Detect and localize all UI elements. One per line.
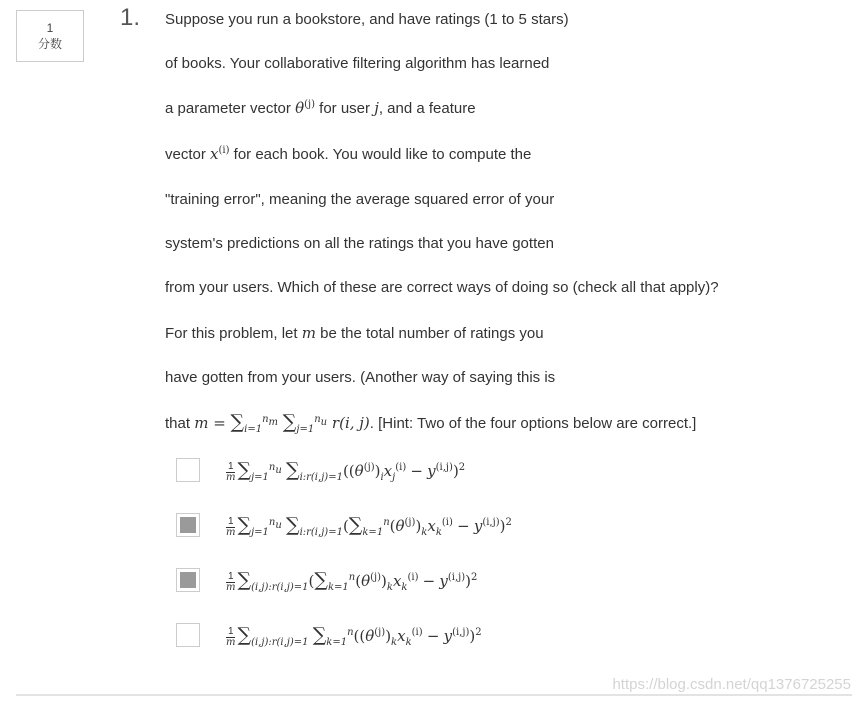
option-1-checkbox[interactable] bbox=[176, 458, 200, 482]
option-3-checkbox[interactable] bbox=[176, 568, 200, 592]
score-box bbox=[16, 10, 84, 62]
question-line-5: "training error", meaning the average squared error of your bbox=[165, 191, 555, 208]
question-line-3: a parameter vector $\theta^{(j)}$ for user j, and a feature bbox=[165, 99, 476, 117]
question-line-6: system's predictions on all the ratings that you have gotten bbox=[165, 235, 554, 252]
theta-symbol: θ bbox=[295, 99, 305, 117]
option-2-formula: $\frac{1}{m}$ $\sum_{j=1}^{n_u}$ $\sum_{i:r(i,j)=1}(\sum_{k=1}^n(\theta^{(j)})_kx_k^{(i)} - y^{(i,j)})^2$ bbox=[226, 514, 512, 538]
option-4-formula: $\frac{1}{m}$ $\sum_{(i,j):r(i,j)=1}$ $\sum_{k=1}^n((\theta^{(j)})_kx_k^{(i)} - y^{(i,j)})^2$ bbox=[226, 624, 482, 648]
question-number: 1. bbox=[120, 4, 141, 31]
option-2-checkbox[interactable] bbox=[176, 513, 200, 537]
option-3-formula: $\frac{1}{m}$ $\sum_{(i,j):r(i,j)=1}(\sum_{k=1}^n(\theta^{(j)})_kx_k^{(i)} - y^{(i,j)})^2$ bbox=[226, 569, 478, 593]
question-line-4: vector $x^{(i)}$ for each book. You would like to compute the bbox=[165, 145, 532, 163]
option-4-checkbox[interactable] bbox=[176, 623, 200, 647]
question-line-9: have gotten from your users. (Another way of saying this is bbox=[165, 369, 556, 386]
question-line-10: that $m = \sum_{i=1}^{n_m}$ $\sum_{j=1}^{n_u}$ r(i, j). [Hint: Two of the four options below are correct.] bbox=[165, 411, 697, 435]
score-label: 分数 bbox=[37, 37, 62, 51]
question-line-2: of books. Your collaborative filtering algorithm has learned bbox=[165, 55, 550, 72]
divider bbox=[16, 694, 852, 696]
option-1-formula: $\frac{1}{m}$ $\sum_{j=1}^{n_u}$ $\sum_{i:r(i,j)=1}((\theta^{(j)})_ix_j^{(i)} - y^{(i,j)})^2$ bbox=[226, 459, 466, 483]
question-line-8: For this problem, let m be the total number of ratings you bbox=[165, 324, 544, 342]
m-definition-formula: $m = \sum_{i=1}^{n_m}$ $\sum_{j=1}^{n_u}$ r(i, j) bbox=[194, 411, 370, 435]
watermark: https://blog.csdn.net/qq1376725255 bbox=[612, 676, 851, 693]
question-line-1: Suppose you run a bookstore, and have ratings (1 to 5 stars) bbox=[165, 11, 569, 28]
question-line-7: from your users. Which of these are correct ways of doing so (check all that apply)? bbox=[165, 279, 719, 296]
score-value: 1 bbox=[46, 21, 54, 35]
